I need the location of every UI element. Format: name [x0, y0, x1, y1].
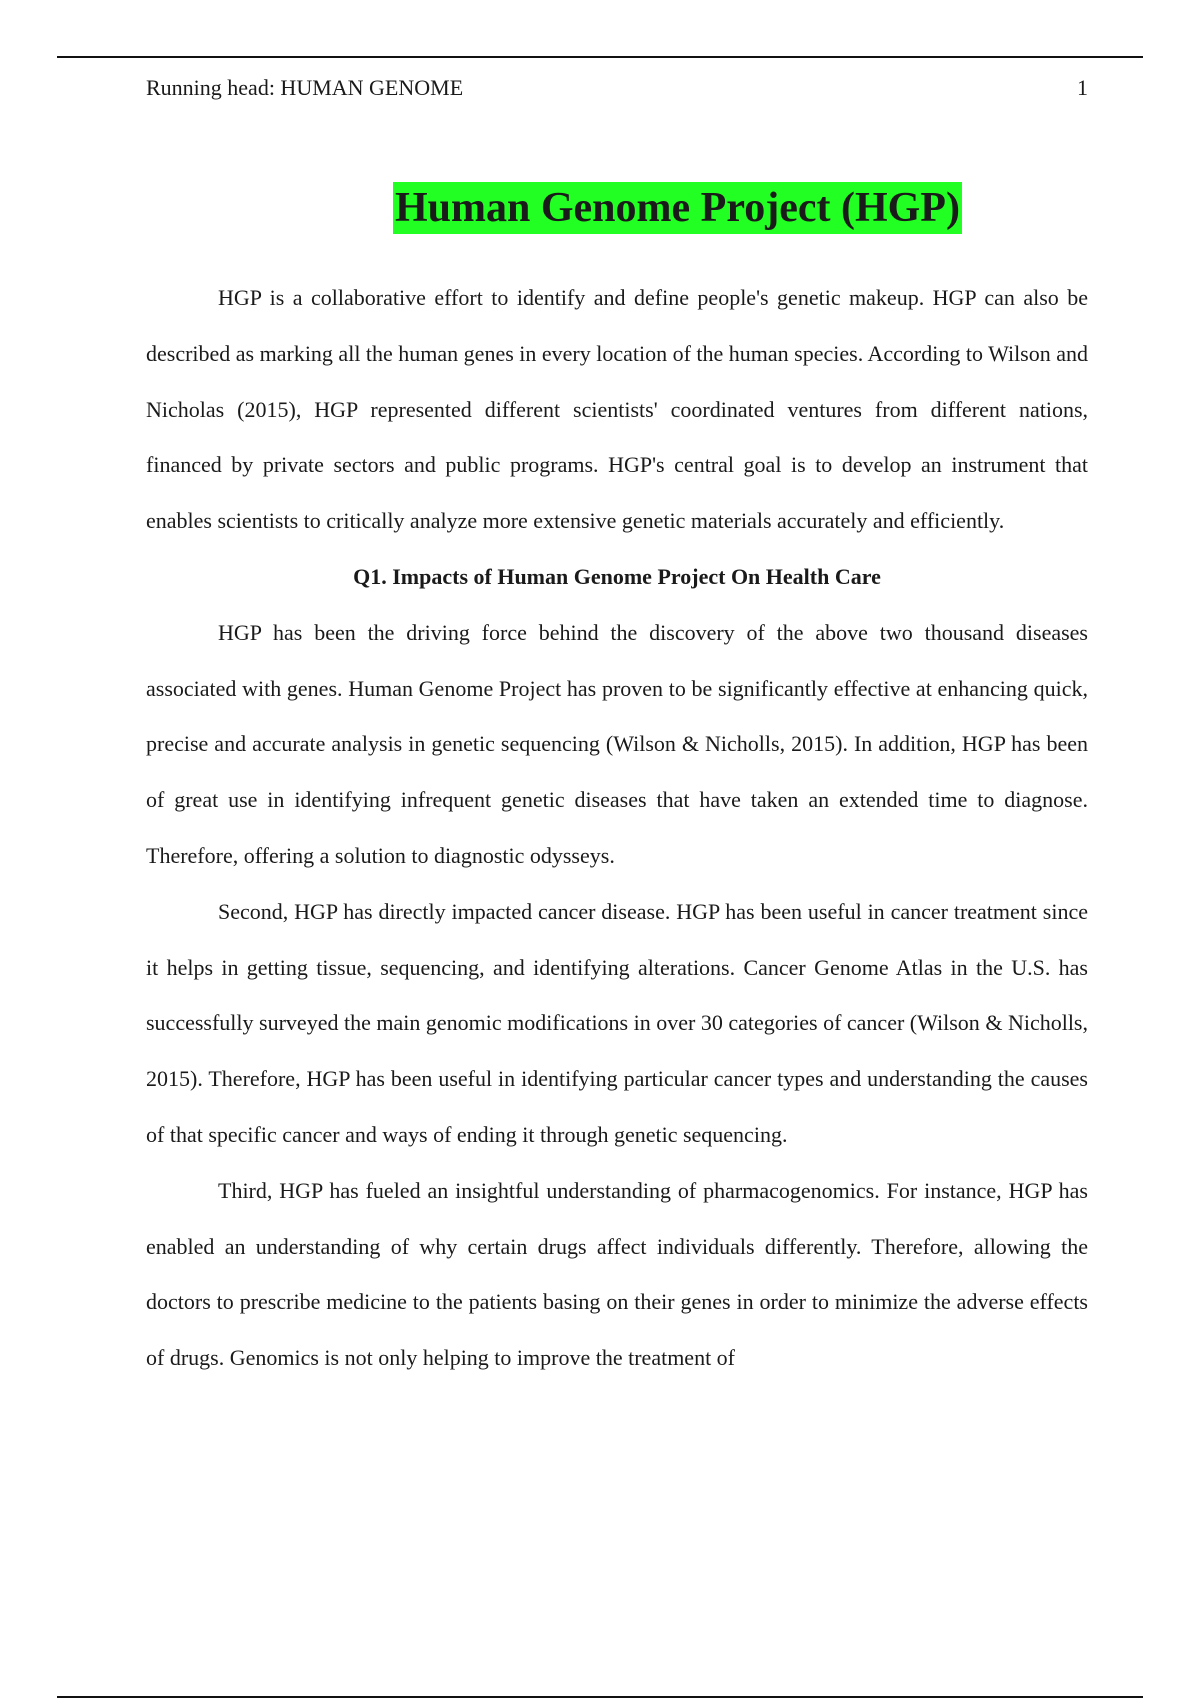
document-body	[146, 270, 1088, 1386]
document-page	[146, 70, 1088, 1386]
running-head	[146, 70, 1088, 106]
bottom-rule	[57, 1696, 1143, 1698]
paragraph-diseases: HGP has been the driving force behind the discovery of the above two thousand diseases associated with genes. Human Genome Project has proven to be significantly effective at enhancing quick, precise and accurate analysis in genetic sequencing (Wilson & Nicholls, 2015). In addition, HGP has been of great use in identifying infrequent genetic diseases that have taken an extended time to diagnose. Therefore, offering a solution to diagnostic odysseys.	[146, 619, 1088, 868]
document-title: Human Genome Project (HGP)	[393, 182, 962, 234]
intro-paragraph: HGP is a collaborative effort to identify and define people's genetic makeup. HGP can also be described as marking all the human genes in every location of the human species. According to Wilson and Nicholas (2015), HGP represented different scientists' coordinated ventures from different nations, financed by private sectors and public programs. HGP's central goal is to develop an instrument that enables scientists to critically analyze more extensive genetic materials accurately and efficiently.	[146, 285, 1089, 534]
title-wrap	[146, 182, 1088, 234]
page-number: 1	[1077, 75, 1088, 100]
section-heading-q1: Q1. Impacts of Human Genome Project On Health Care	[353, 563, 881, 589]
top-rule	[57, 56, 1143, 58]
paragraph-cancer: Second, HGP has directly impacted cancer disease. HGP has been useful in cancer treatment since it helps in getting tissue, sequencing, and identifying alterations. Cancer Genome Atlas in the U.S. has successfully surveyed the main genomic modifications in over 30 categories of cancer (Wilson & Nicholls, 2015). Therefore, HGP has been useful in identifying particular cancer types and understanding the causes of that specific cancer and ways of ending it through genetic sequencing.	[146, 898, 1088, 1147]
running-head-label: Running head: HUMAN GENOME	[146, 75, 464, 100]
paragraph-pharmacogenomics: Third, HGP has fueled an insightful understanding of pharmacogenomics. For instance, HGP has enabled an understanding of why certain drugs affect individuals differently. Therefore, allowing the doctors to prescribe medicine to the patients basing on their genes in order to minimize the adverse effects of drugs. Genomics is not only helping to improve the treatment of	[146, 1177, 1088, 1371]
